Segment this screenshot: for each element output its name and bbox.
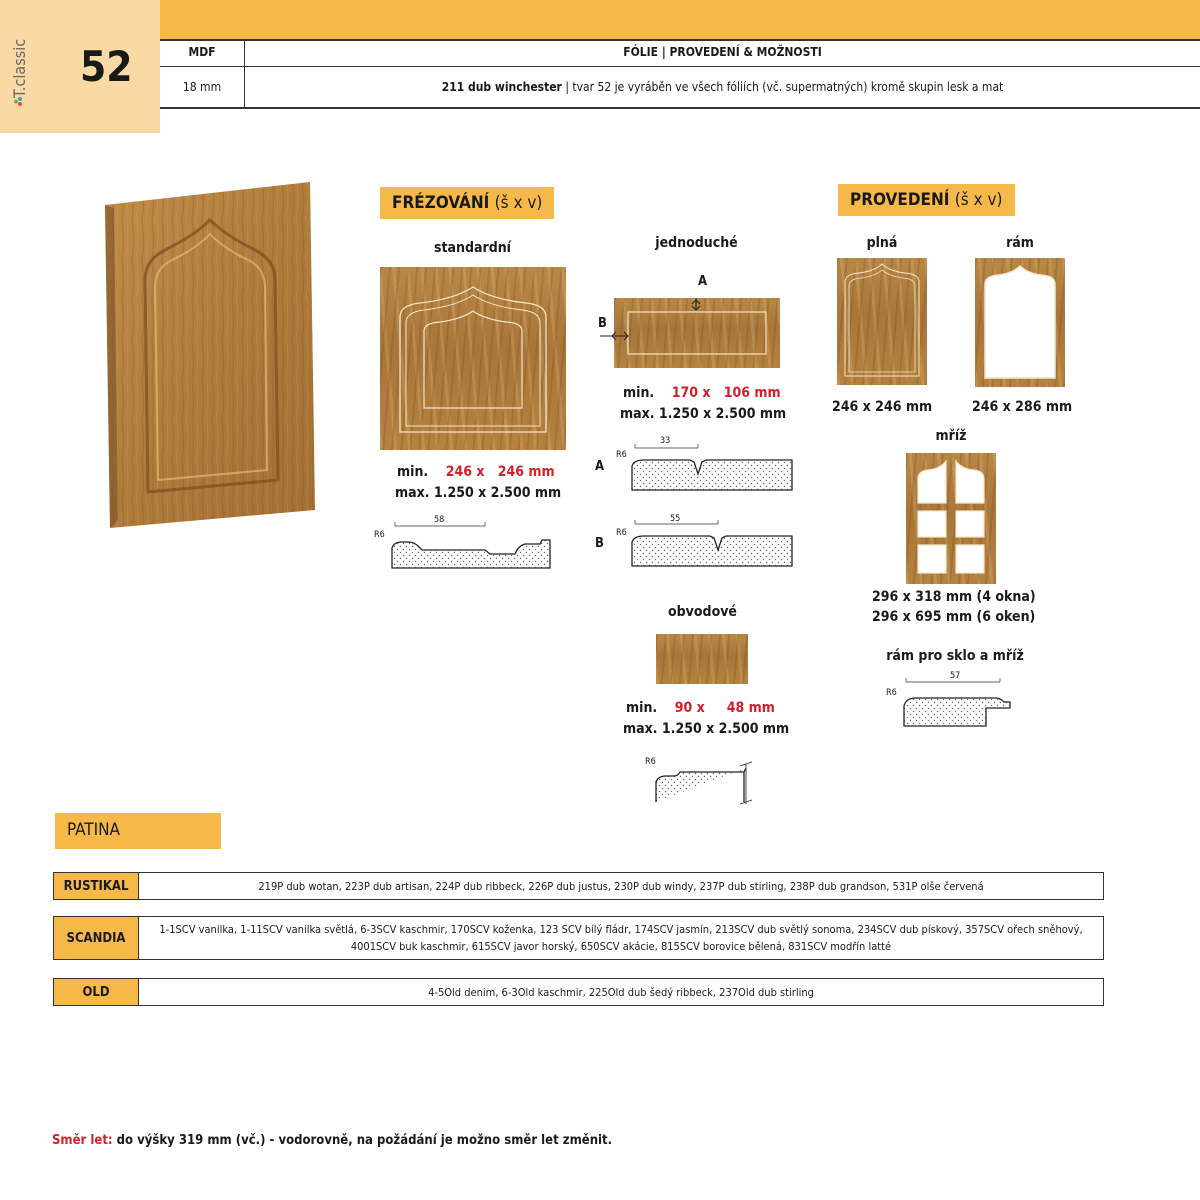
milling-perimeter-label: obvodové bbox=[668, 604, 737, 620]
patina-row-text: 4-5Old denim, 6-3Old kaschmir, 225Old dub šedý ribbeck, 237Old dub stirling bbox=[138, 978, 1104, 1006]
min-height: 48 mm bbox=[726, 700, 775, 716]
milling-standard-label: standardní bbox=[433, 240, 511, 256]
execution-full-size: 246 x 246 mm bbox=[832, 399, 933, 415]
milling-perimeter-max: max. 1.250 x 2.500 mm bbox=[623, 721, 790, 737]
glass-frame-radius: R6 bbox=[886, 688, 897, 698]
min-width: 90 x bbox=[674, 700, 705, 716]
execution-full-sample bbox=[837, 258, 927, 385]
grain-direction-label: Směr let: bbox=[52, 1133, 113, 1148]
min-width: 170 x bbox=[671, 385, 711, 401]
min-height: 106 mm bbox=[723, 385, 781, 401]
header-rule-top bbox=[160, 39, 1200, 41]
execution-grid-label: mříž bbox=[935, 428, 967, 444]
min-height: 246 mm bbox=[497, 464, 555, 480]
glass-frame-profile-drawing bbox=[900, 674, 1020, 732]
header-rule-mid bbox=[160, 66, 1200, 67]
perimeter-profile-radius: R6 bbox=[645, 757, 656, 767]
grain-direction-note bbox=[52, 1133, 612, 1148]
brand-text-wrap bbox=[8, 34, 38, 110]
profile-a-label: A bbox=[595, 459, 605, 474]
milling-perimeter-min bbox=[626, 700, 775, 716]
glass-frame-label: rám pro sklo a mříž bbox=[886, 648, 1024, 664]
execution-frame-size: 246 x 286 mm bbox=[972, 399, 1073, 415]
patina-row-label: RUSTIKAL bbox=[53, 872, 139, 900]
execution-title-sub: (š x v) bbox=[954, 190, 1003, 210]
simple-arrow-b bbox=[598, 328, 630, 342]
execution-grid-size2: 296 x 695 mm (6 oken) bbox=[872, 609, 1036, 625]
execution-grid-size1: 296 x 318 mm (4 okna) bbox=[872, 589, 1036, 605]
min-prefix: min. bbox=[626, 700, 658, 716]
profile-b-radius: R6 bbox=[616, 528, 627, 538]
simple-marker-b: B bbox=[598, 316, 607, 331]
milling-title-sub: (š x v) bbox=[494, 193, 543, 213]
milling-title: FRÉZOVÁNÍ bbox=[392, 193, 490, 213]
milling-tab bbox=[380, 187, 554, 219]
standard-profile-drawing bbox=[390, 512, 555, 572]
execution-full-label: plná bbox=[866, 235, 898, 251]
min-prefix: min. bbox=[397, 464, 429, 480]
milling-simple-sample bbox=[614, 298, 780, 368]
standard-profile-radius: R6 bbox=[374, 530, 385, 540]
header-thickness: 18 mm bbox=[182, 80, 222, 94]
header-col2-title: FÓLIE | PROVEDENÍ & MOŽNOSTI bbox=[623, 45, 822, 59]
milling-standard-max: max. 1.250 x 2.500 mm bbox=[395, 485, 562, 501]
header-col1-title: MDF bbox=[188, 45, 216, 59]
milling-standard-min bbox=[397, 464, 555, 480]
header-foil-description bbox=[245, 80, 1200, 94]
foil-note: | tvar 52 je vyráběn ve všech fóliích (vč. supermatných) kromě skupin lesk a mat bbox=[561, 80, 1004, 94]
foil-name: 211 dub winchester bbox=[441, 80, 562, 94]
brand-text: T.classic bbox=[10, 38, 29, 98]
execution-frame-sample bbox=[975, 258, 1065, 387]
milling-simple-max: max. 1.250 x 2.500 mm bbox=[620, 406, 787, 422]
page-number: 52 bbox=[80, 42, 133, 91]
patina-row-text: 219P dub wotan, 223P dub artisan, 224P dub ribbeck, 226P dub justus, 230P dub windy, 237P dub stirling, 238P dub grandson, 531P olše červená bbox=[138, 872, 1104, 900]
perimeter-profile-drawing bbox=[652, 760, 757, 808]
execution-title: PROVEDENÍ bbox=[850, 190, 950, 210]
milling-perimeter-sample bbox=[656, 634, 748, 684]
profile-a-dim: 33 bbox=[660, 436, 671, 446]
patina-row-text: 1-1SCV vanilka, 1-11SCV vanilka světlá, 6-3SCV kaschmir, 170SCV koženka, 123 SCV bílý fládr, 174SCV jasmín, 213SCV dub světlý sonoma, 234SCV dub pískový, 357SCV ořech sněhový, 4001SCV buk kaschmir, 615SCV javor horský, 650SCV akácie, 815SCV borovice bělená, 831SCV modřín latté bbox=[138, 916, 1104, 960]
min-prefix: min. bbox=[623, 385, 655, 401]
profile-a-drawing bbox=[630, 440, 795, 495]
patina-row-label: SCANDIA bbox=[53, 916, 139, 960]
min-width: 246 x bbox=[445, 464, 485, 480]
glass-frame-dim: 57 bbox=[950, 671, 961, 681]
execution-tab bbox=[838, 184, 1015, 216]
profile-a-radius: R6 bbox=[616, 450, 627, 460]
profile-b-label: B bbox=[595, 536, 604, 551]
profile-b-drawing bbox=[630, 516, 795, 571]
door-product-image bbox=[100, 180, 320, 530]
milling-simple-min bbox=[623, 385, 781, 401]
patina-tab bbox=[55, 813, 221, 849]
patina-title: PATINA bbox=[67, 820, 121, 840]
execution-frame-label: rám bbox=[1006, 235, 1034, 251]
profile-b-dim: 55 bbox=[670, 514, 681, 524]
simple-marker-a: A bbox=[698, 274, 708, 289]
standard-profile-dim: 58 bbox=[434, 515, 445, 525]
grain-direction-text: do výšky 319 mm (vč.) - vodorovně, na požádání je možno směr let změnit. bbox=[112, 1133, 613, 1148]
execution-grid-sample bbox=[906, 453, 996, 584]
patina-row-label: OLD bbox=[53, 978, 139, 1006]
header-band bbox=[0, 0, 1200, 40]
milling-simple-label: jednoduché bbox=[655, 235, 738, 251]
milling-standard-sample bbox=[380, 267, 566, 450]
header-rule-bottom bbox=[160, 107, 1200, 109]
